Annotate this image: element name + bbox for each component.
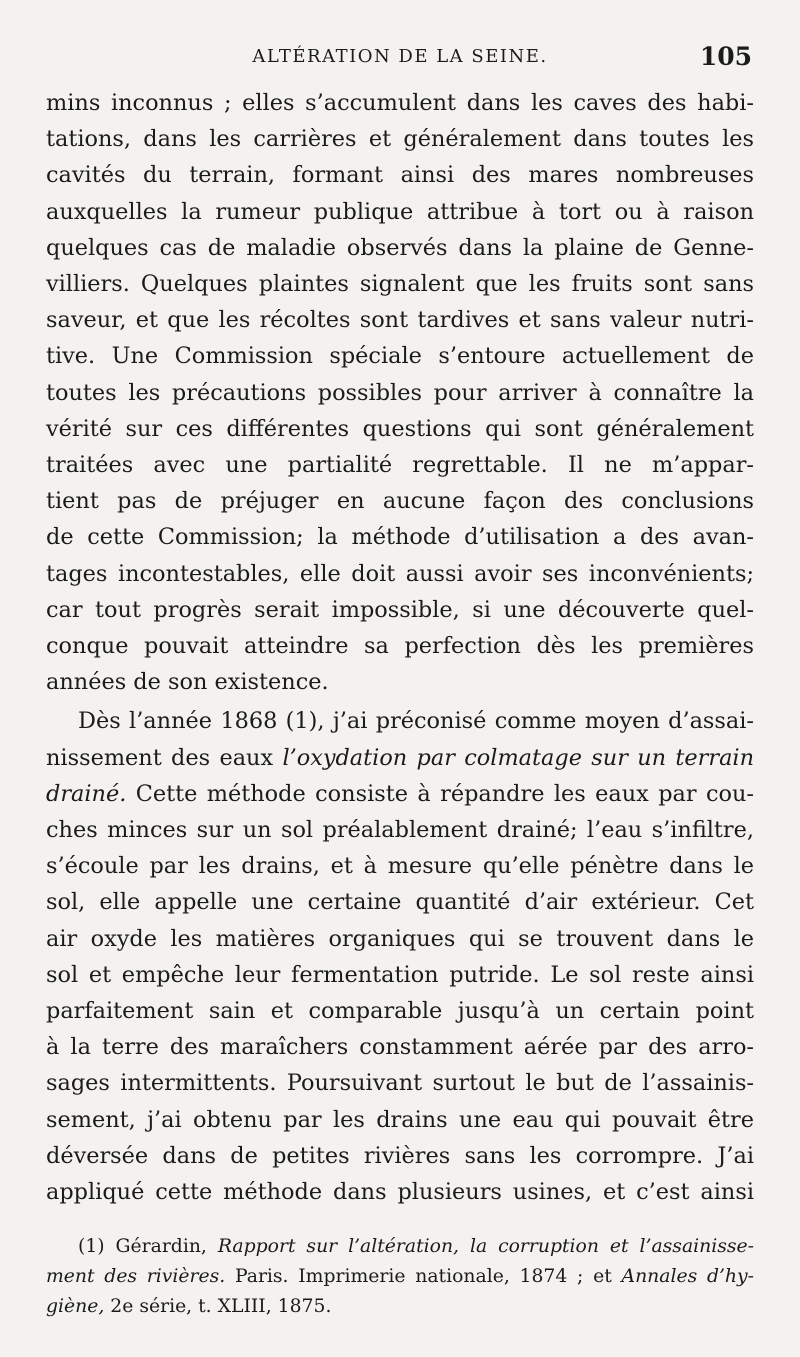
italic-run: ment des rivières. (46, 1266, 226, 1287)
text-line: ches minces sur un sol préalablement drainé; l’eau s’infiltre, (46, 817, 754, 844)
footnote (46, 1232, 754, 1322)
text-run: nissement des eaux (46, 744, 283, 771)
text-line: conque pouvait atteindre sa perfection dès les premières (46, 633, 754, 660)
text-line: vérité sur ces différentes questions qui sont généralement (46, 415, 754, 442)
text-line: cavités du terrain, formant ainsi des mares nombreuses (46, 162, 754, 189)
text-line: appliqué cette méthode dans plusieurs usines, et c’est ainsi (46, 1179, 754, 1206)
text-line: tations, dans les carrières et généralement dans toutes les (46, 126, 754, 153)
text-line: sol, elle appelle une certaine quantité d’air extérieur. Cet (46, 889, 754, 916)
text-run: (1) Gérardin, (78, 1236, 218, 1257)
text-line: villiers. Quelques plaintes signalent que les fruits sont sans (46, 271, 754, 298)
text-line: toutes les précautions possibles pour arriver à connaître la (46, 379, 754, 406)
text-line: sages intermittents. Poursuivant surtout le but de l’assainis- (46, 1070, 754, 1097)
text-line: parfaitement sain et comparable jusqu’à un certain point (46, 998, 754, 1025)
text-line: à la terre des maraîchers constamment aérée par des arro- (46, 1034, 754, 1061)
text-line: car tout progrès serait impossible, si une découverte quel- (46, 596, 754, 623)
text-line: Dès l’année 1868 (1), j’ai préconisé comme moyen d’assai- (78, 708, 754, 735)
italic-run: Rapport sur l’altération, (217, 1236, 460, 1257)
text-line: quelques cas de maladie observés dans la plaine de Genne- (46, 234, 754, 261)
text-line: années de son existence. (46, 669, 329, 696)
text-line: mins inconnus ; elles s’accumulent dans les caves des habi- (46, 90, 754, 116)
italic-run: l’oxydation par colmatage sur un terrain (282, 744, 754, 771)
text-run: 2e série, t. XLIII, 1875. (104, 1296, 332, 1317)
text-run: Cette méthode consiste à répandre les eaux par cou- (126, 780, 754, 807)
body-text (46, 85, 754, 1210)
text-line (46, 776, 754, 812)
text-line: de cette Commission; la méthode d’utilisation a des avan- (46, 524, 754, 551)
paragraph-2 (46, 703, 754, 1210)
text-line: sement, j’ai obtenu par les drains une eau qui pouvait être (46, 1106, 754, 1133)
paragraph-1 (46, 85, 754, 700)
italic-run: la corruption et l’assainisse- (459, 1236, 754, 1257)
text-line: tient pas de préjuger en aucune façon des conclusions (46, 488, 754, 515)
text-line: sol et empêche leur fermentation putride. Le sol reste ainsi (46, 961, 754, 988)
italic-run: giène, (46, 1296, 105, 1317)
page-number: 105 (699, 42, 752, 71)
text-line: traitées avec une partialité regrettable. Il ne m’appar- (46, 452, 754, 479)
italic-run: drainé. (46, 780, 127, 807)
text-line: tive. Une Commission spéciale s’entoure actuellement de (46, 343, 754, 370)
page-header (46, 38, 754, 78)
text-line: tages incontestables, elle doit aussi avoir ses inconvénients; (46, 560, 754, 587)
text-line: saveur, et que les récoltes sont tardives et sans valeur nutri- (46, 307, 754, 334)
italic-run: Annales d’hy- (621, 1266, 754, 1287)
text-run: Paris. Imprimerie nationale, 1874 ; et (225, 1266, 622, 1287)
footnote-line (46, 1292, 754, 1322)
text-line: s’écoule par les drains, et à mesure qu’elle pénètre dans le (46, 853, 754, 880)
text-line (46, 740, 754, 776)
footnote-line (46, 1232, 754, 1262)
text-line: déversée dans de petites rivières sans les corrompre. J’ai (46, 1142, 754, 1169)
running-head: ALTÉRATION DE LA SEINE. (252, 46, 548, 67)
text-line: air oxyde les matières organiques qui se trouvent dans le (46, 925, 754, 952)
text-line: auxquelles la rumeur publique attribue à tort ou à raison (46, 198, 754, 225)
footnote-line (46, 1262, 754, 1292)
